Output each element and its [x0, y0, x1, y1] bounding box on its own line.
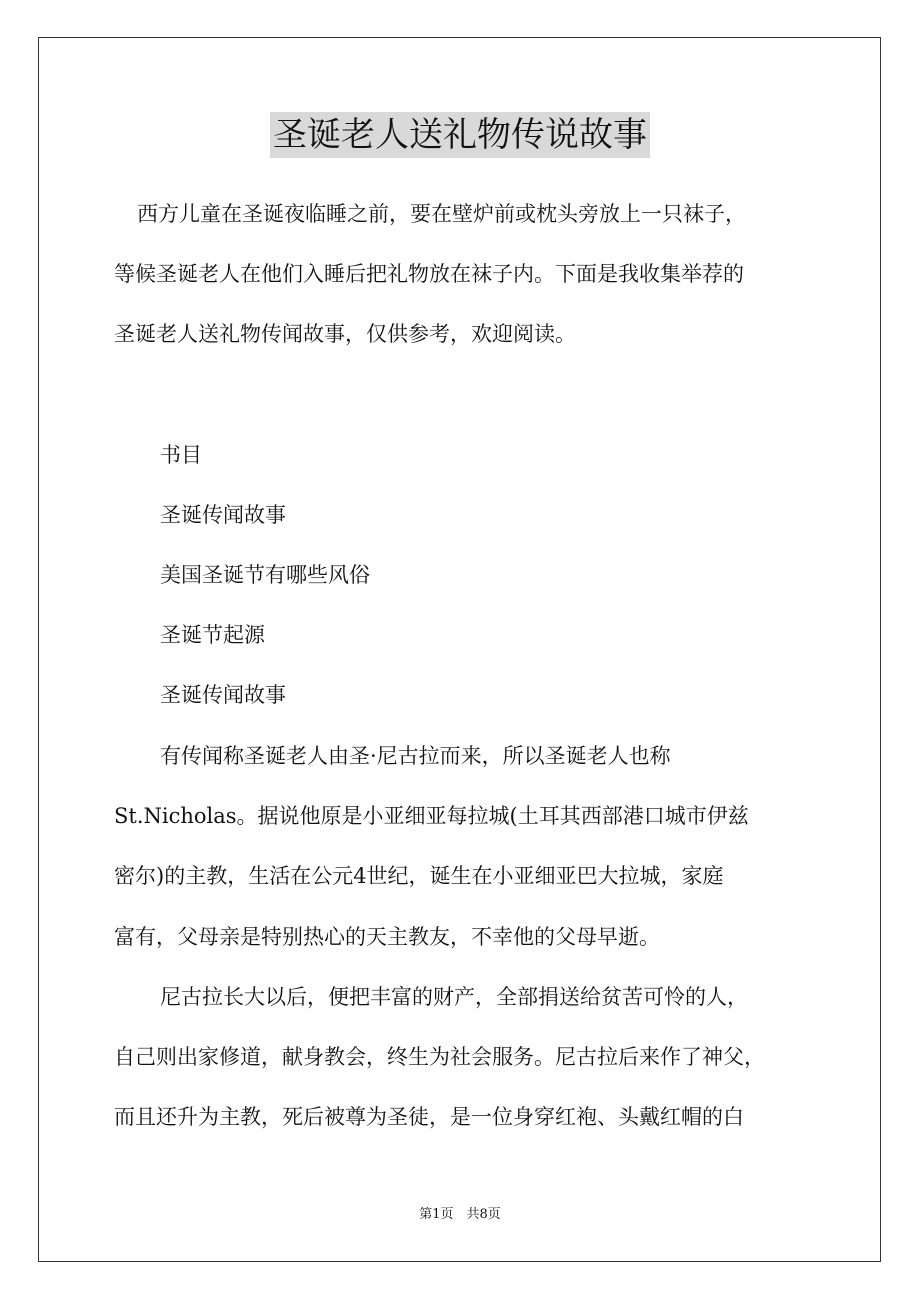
- document-title: 圣诞老人送礼物传说故事: [270, 112, 650, 158]
- intro-line: 等候圣诞老人在他们入睡后把礼物放在袜子内。下面是我收集举荐的: [114, 262, 744, 286]
- paragraph-line: 富有，父母亲是特别热心的天主教友，不幸他的父母早逝。: [114, 925, 660, 949]
- paragraph-line: 尼古拉长大以后，便把丰富的财产，全部捐送给贫苦可怜的人，: [160, 985, 748, 1009]
- paragraph-line: 而且还升为主教，死后被尊为圣徒，是一位身穿红袍、头戴红帽的白: [114, 1105, 744, 1129]
- intro-line: 西方儿童在圣诞夜临睡之前，要在壁炉前或枕头旁放上一只袜子，: [137, 202, 746, 226]
- section-heading: 圣诞传闻故事: [160, 683, 286, 707]
- toc-item: 圣诞传闻故事: [160, 503, 286, 527]
- paragraph-line: St.Nicholas。据说他原是小亚细亚每拉城(土耳其西部港口城市伊兹: [114, 804, 749, 828]
- toc-item: 美国圣诞节有哪些风俗: [160, 563, 370, 587]
- paragraph-line: 有传闻称圣诞老人由圣·尼古拉而来，所以圣诞老人也称: [160, 744, 671, 768]
- intro-line: 圣诞老人送礼物传闻故事，仅供参考，欢迎阅读。: [114, 322, 576, 346]
- paragraph-line: 密尔)的主教，生活在公元4世纪，诞生在小亚细亚巴大拉城，家庭: [114, 864, 724, 888]
- title-container: [0, 112, 920, 158]
- paragraph-line: 自己则出家修道，献身教会，终生为社会服务。尼古拉后来作了神父，: [114, 1045, 765, 1069]
- toc-heading: 书目: [160, 443, 202, 467]
- page-footer: 第1页 共8页: [419, 1207, 501, 1222]
- toc-item: 圣诞节起源: [160, 623, 265, 647]
